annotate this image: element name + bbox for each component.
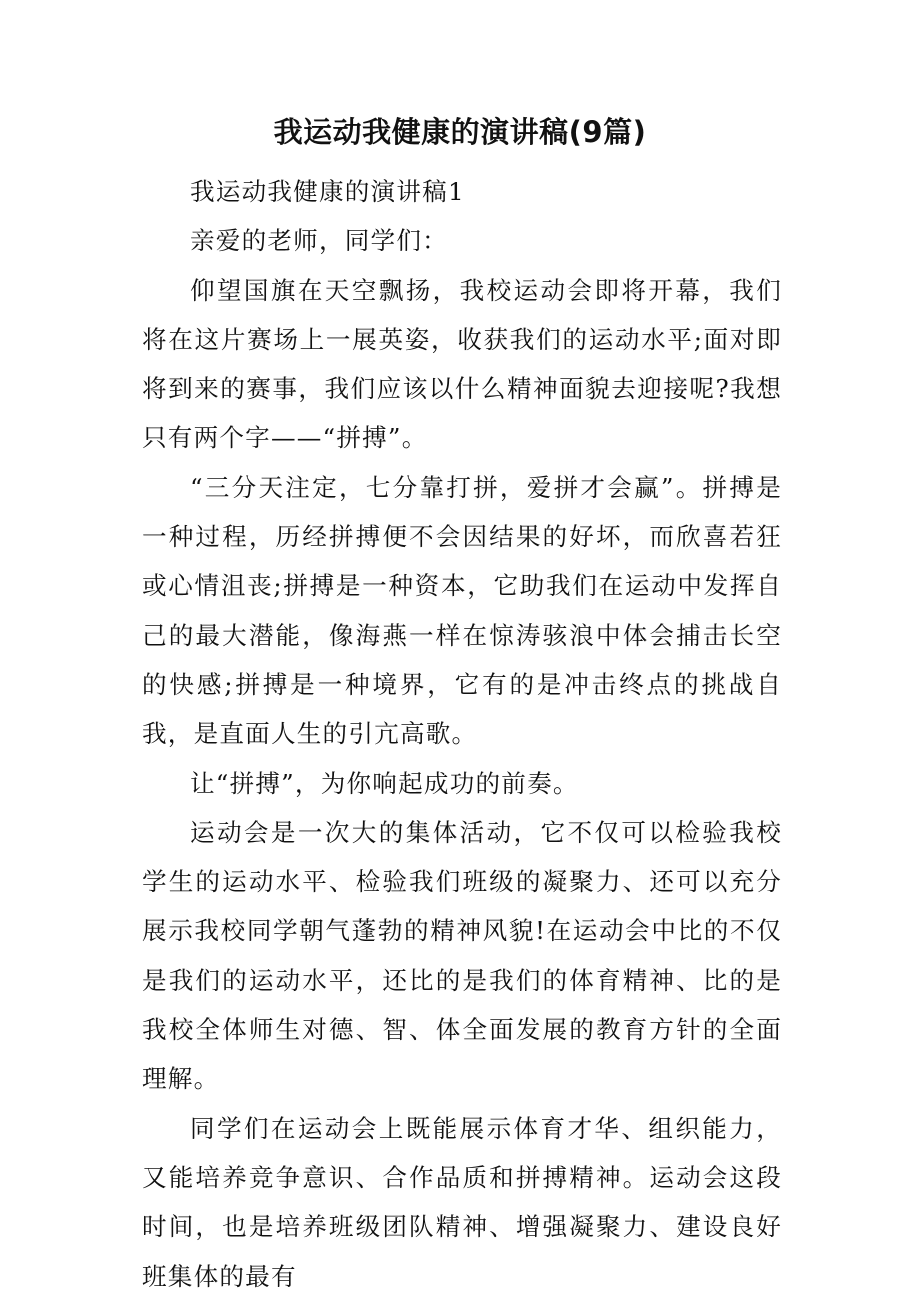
paragraph: 运动会是一次大的集体活动，它不仅可以检验我校学生的运动水平、检验我们班级的凝聚力、还可以充分展示我校同学朝气蓬勃的精神风貌!在运动会中比的不仅是我们的运动水平，还比的是我们的体育精神、比的是我校全体师生对德、智、体全面发展的教育方针的全面理解。 bbox=[142, 817, 782, 1094]
paragraph: 同学们在运动会上既能展示体育才华、组织能力，又能培养竞争意识、合作品质和拼搏精神。运动会这段时间，也是培养班级团队精神、增强凝聚力、建设良好班集体的最有 bbox=[142, 1113, 782, 1291]
document-body bbox=[142, 167, 782, 1301]
salutation: 亲爱的老师，同学们： bbox=[190, 226, 448, 256]
speech-heading: 我运动我健康的演讲稿1 bbox=[190, 177, 465, 206]
paragraph: 仰望国旗在天空飘扬，我校运动会即将开幕，我们将在这片赛场上一展英姿，收获我们的运动水平;面对即将到来的赛事，我们应该以什么精神面貌去迎接呢?我想只有两个字——“拼搏”。 bbox=[142, 275, 782, 453]
document-title: 我运动我健康的演讲稿(9篇) bbox=[273, 115, 647, 149]
paragraph: “三分天注定，七分靠打拼，爱拼才会赢”。拼搏是一种过程，历经拼搏便不会因结果的好坏，而欣喜若狂或心情沮丧;拼搏是一种资本，它助我们在运动中发挥自己的最大潜能，像海燕一样在惊涛骇浪中体会捕击长空的快感;拼搏是一种境界，它有的是冲击终点的挑战自我，是直面人生的引亢高歌。 bbox=[142, 472, 782, 749]
paragraph: 让“拼搏”，为你响起成功的前奏。 bbox=[190, 768, 579, 798]
